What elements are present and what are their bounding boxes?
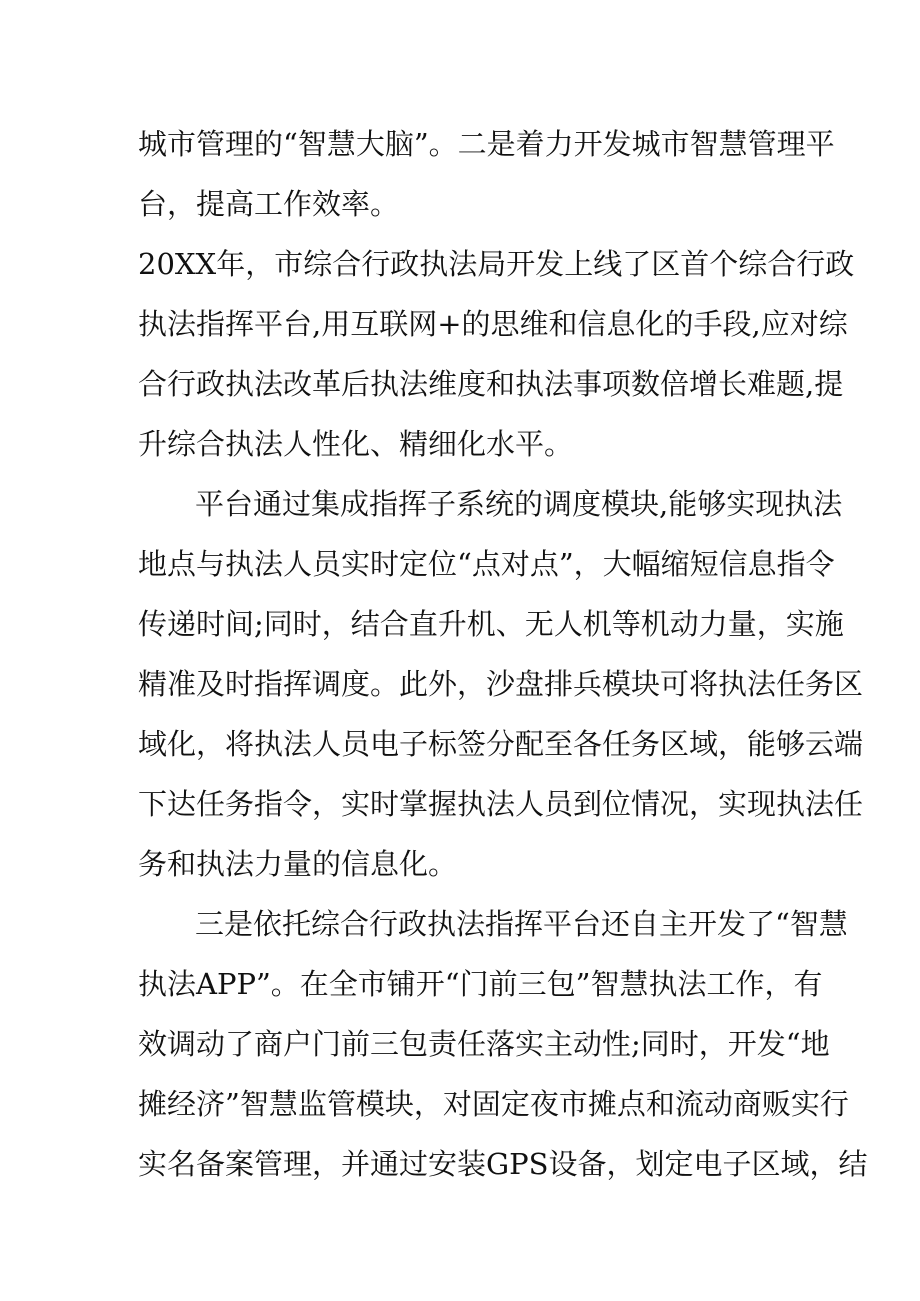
paragraph-4-line-5: 实名备案管理，并通过安装GPS设备，划定电子区域，结 — [138, 1147, 868, 1181]
paragraph-3-line-2: 地点与执法人员实时定位“点对点”，大幅缩短信息指令 — [138, 547, 835, 581]
paragraph-2-line-4: 升综合执法人性化、精细化水平。 — [138, 427, 574, 461]
paragraph-2-line-2: 执法指挥平台,用互联网+的思维和信息化的手段,应对综 — [138, 307, 848, 341]
paragraph-3-line-6: 下达任务指令，实时掌握执法人员到位情况，实现执法任 — [138, 787, 864, 821]
paragraph-3-line-1: 平台通过集成指挥子系统的调度模块,能够实现执法 — [195, 487, 843, 521]
paragraph-1-line-2: 台，提高工作效率。 — [138, 187, 400, 221]
paragraph-4-line-1: 三是依托综合行政执法指挥平台还自主开发了“智慧 — [195, 907, 848, 941]
paragraph-2-line-1: 20XX年，市综合行政执法局开发上线了区首个综合行政 — [138, 247, 855, 281]
paragraph-4-line-4: 摊经济”智慧监管模块，对固定夜市摊点和流动商贩实行 — [138, 1087, 849, 1121]
paragraph-1-line-1: 城市管理的“智慧大脑”。二是着力开发城市智慧管理平 — [138, 127, 835, 161]
paragraph-3-line-7: 务和执法力量的信息化。 — [138, 847, 458, 881]
paragraph-3-line-3: 传递时间;同时，结合直升机、无人机等机动力量，实施 — [138, 607, 844, 641]
paragraph-3-line-4: 精准及时指挥调度。此外，沙盘排兵模块可将执法任务区 — [138, 667, 864, 701]
paragraph-3-line-5: 域化，将执法人员电子标签分配至各任务区域，能够云端 — [138, 727, 864, 761]
paragraph-4-line-3: 效调动了商户门前三包责任落实主动性;同时，开发“地 — [138, 1027, 830, 1061]
paragraph-4-line-2: 执法APP”。在全市铺开“门前三包”智慧执法工作，有 — [138, 967, 823, 1001]
paragraph-2-line-3: 合行政执法改革后执法维度和执法事项数倍增长难题,提 — [138, 367, 844, 401]
